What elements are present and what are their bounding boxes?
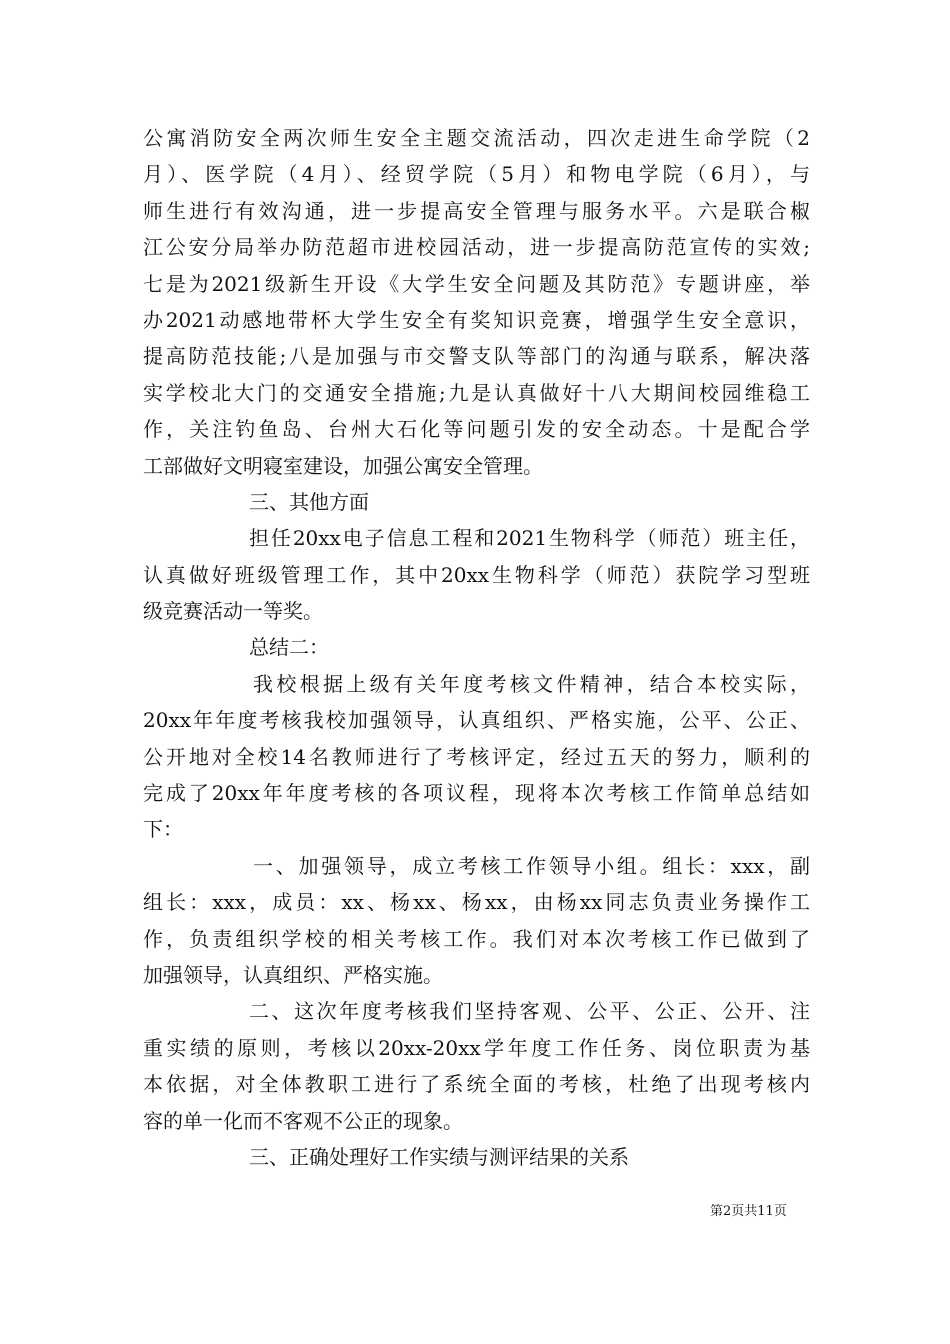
paragraph-line: 一、加强领导，成立考核工作领导小组。组长：xxx，副 bbox=[253, 853, 810, 878]
paragraph-line: 办2021动感地带杯大学生安全有奖知识竞赛，增强学生安全意识， bbox=[143, 307, 810, 332]
paragraph-line: 作，负责组织学校的相关考核工作。我们对本次考核工作已做到了 bbox=[143, 926, 810, 951]
paragraph-line: 本依据，对全体教职工进行了系统全面的考核，杜绝了出现考核内 bbox=[143, 1072, 810, 1097]
paragraph-line: 月）、医学院（4月）、经贸学院（5月）和物电学院（6月），与 bbox=[143, 162, 810, 187]
paragraph-line: 担任20xx电子信息工程和2021生物科学（师范）班主任， bbox=[249, 526, 810, 551]
paragraph-line: 完成了20xx年年度考核的各项议程，现将本次考核工作简单总结如 bbox=[143, 781, 810, 806]
section-heading: 三、其他方面 bbox=[249, 489, 369, 514]
paragraph-line: 容的单一化而不客观不公正的现象。 bbox=[143, 1108, 463, 1133]
paragraph-line: 公寓消防安全两次师生安全主题交流活动，四次走进生命学院（2 bbox=[143, 126, 810, 150]
paragraph-line: 实学校北大门的交通安全措施;九是认真做好十八大期间校园维稳工 bbox=[143, 380, 810, 405]
paragraph-line: 七是为2021级新生开设《大学生安全问题及其防范》专题讲座，举 bbox=[143, 271, 810, 296]
section-heading: 三、正确处理好工作实绩与测评结果的关系 bbox=[249, 1144, 629, 1169]
page-number: 第2页共11页 bbox=[710, 1204, 787, 1219]
paragraph-line: 下： bbox=[143, 817, 183, 842]
paragraph-line: 认真做好班级管理工作，其中20xx生物科学（师范）获院学习型班 bbox=[143, 562, 810, 587]
paragraph-line: 江公安分局举办防范超市进校园活动，进一步提高防范宣传的实效; bbox=[143, 235, 810, 260]
paragraph-line: 公开地对全校14名教师进行了考核评定，经过五天的努力，顺利的 bbox=[143, 744, 810, 769]
paragraph-line: 师生进行有效沟通，进一步提高安全管理与服务水平。六是联合椒 bbox=[143, 198, 810, 223]
paragraph-line: 组长：xxx，成员：xx、杨xx、杨xx，由杨xx同志负责业务操作工 bbox=[143, 890, 810, 915]
paragraph-line: 我校根据上级有关年度考核文件精神，结合本校实际， bbox=[253, 671, 810, 696]
paragraph-line: 提高防范技能;八是加强与市交警支队等部门的沟通与联系，解决落 bbox=[143, 344, 810, 369]
paragraph-line: 级竞赛活动一等奖。 bbox=[143, 599, 323, 624]
section-heading: 总结二： bbox=[249, 635, 329, 660]
paragraph-line: 二、这次年度考核我们坚持客观、公平、公正、公开、注 bbox=[249, 999, 810, 1024]
paragraph-line: 20xx年年度考核我校加强领导，认真组织、严格实施，公平、公正、 bbox=[143, 708, 810, 733]
paragraph-line: 重实绩的原则，考核以20xx-20xx学年度工作任务、岗位职责为基 bbox=[143, 1035, 810, 1060]
paragraph-line: 作，关注钓鱼岛、台州大石化等问题引发的安全动态。十是配合学 bbox=[143, 417, 810, 442]
paragraph-line: 工部做好文明寝室建设，加强公寓安全管理。 bbox=[143, 453, 543, 478]
paragraph-line: 加强领导，认真组织、严格实施。 bbox=[143, 962, 443, 987]
document-body bbox=[143, 120, 810, 1175]
